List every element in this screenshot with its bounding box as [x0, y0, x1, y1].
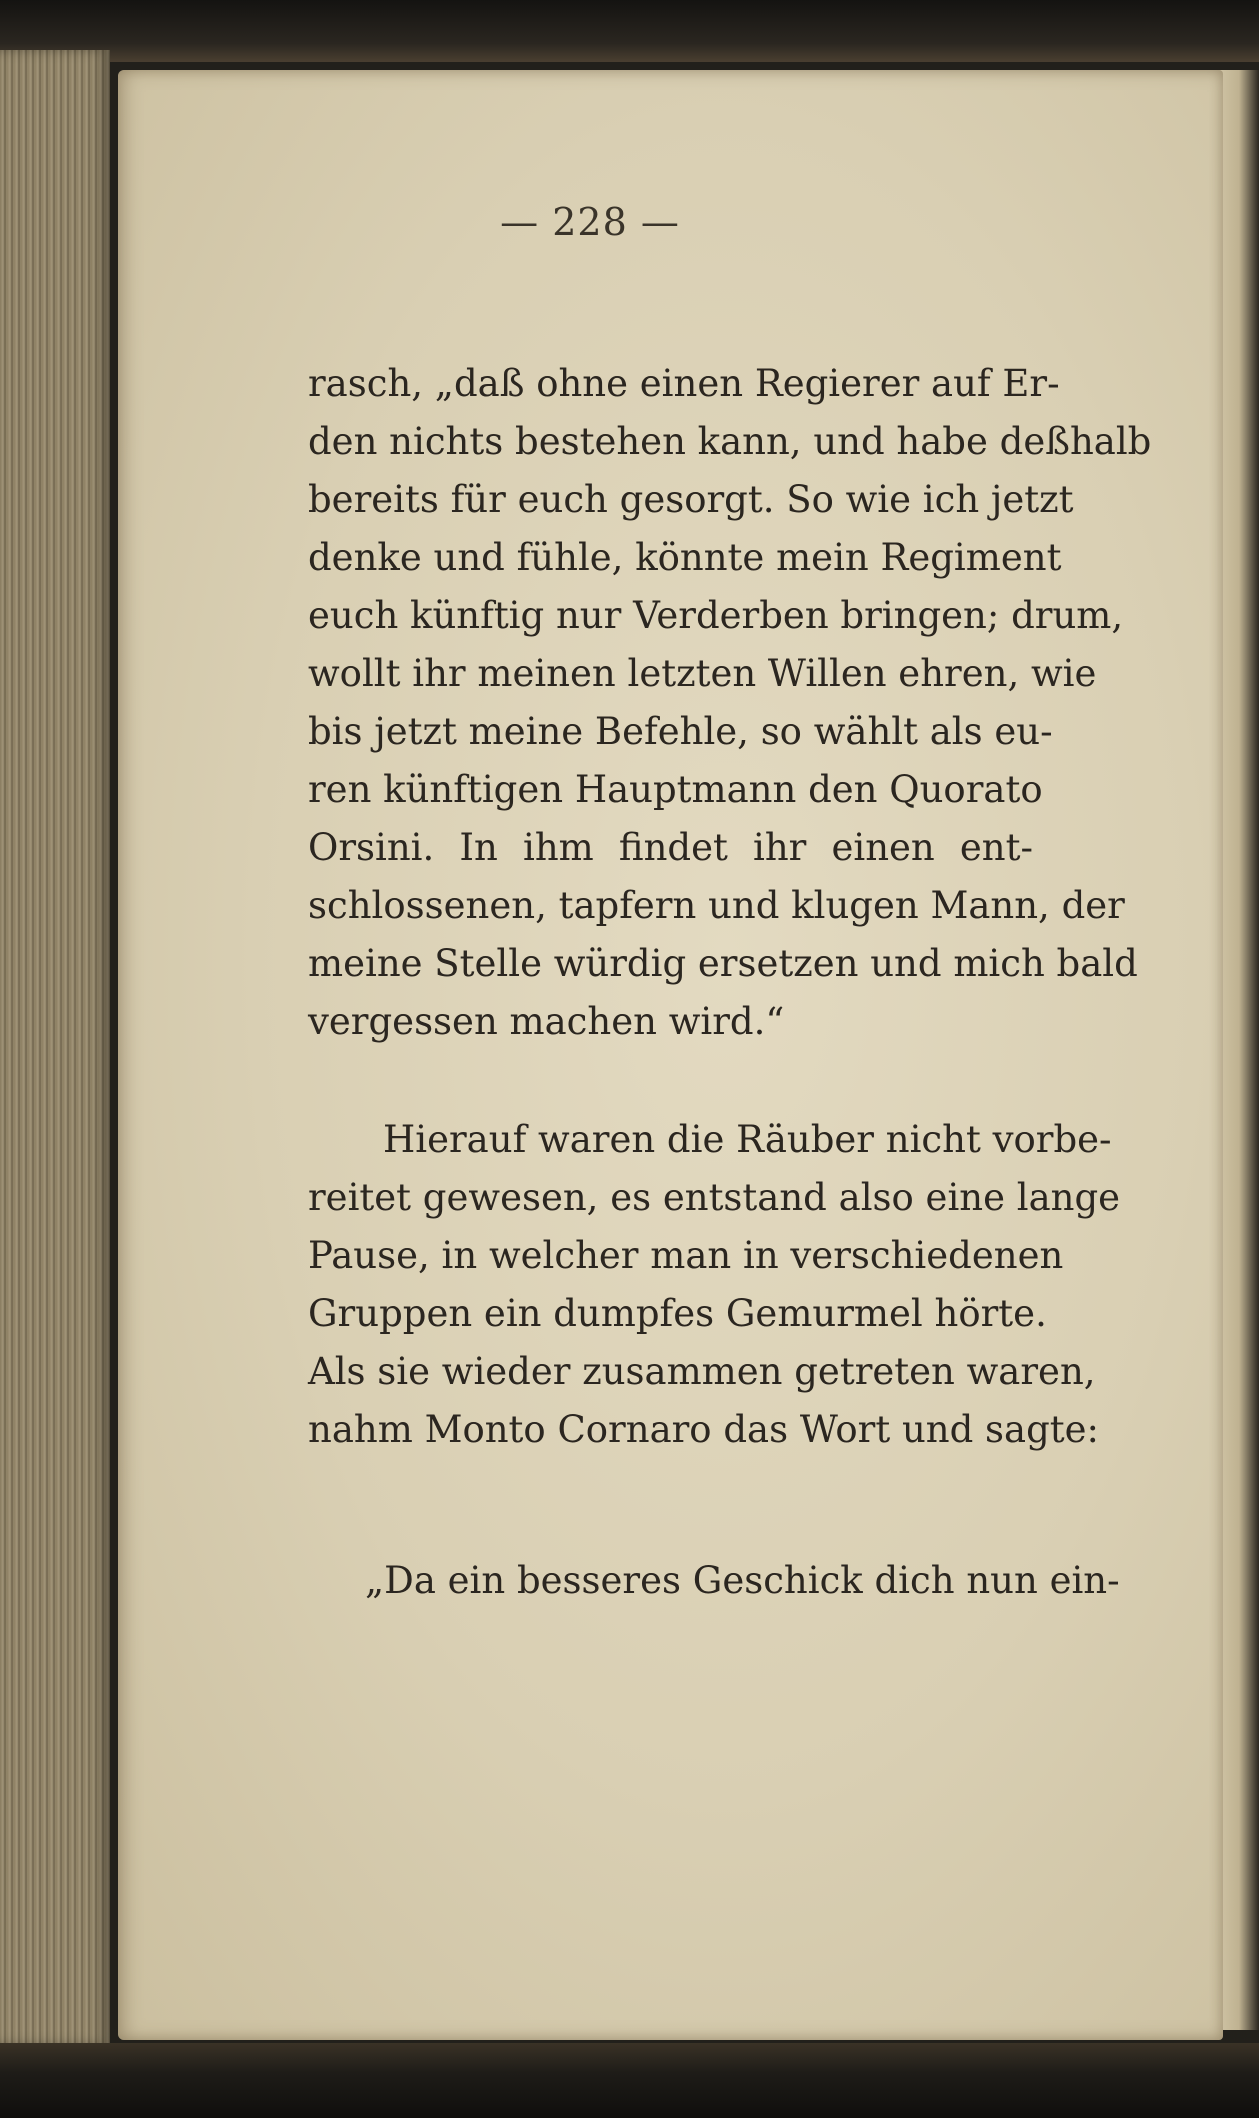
text-line: wollt ihr meinen letzten Willen ehren, wie [308, 652, 1097, 695]
text-line: schlossenen, tapfern und klugen Mann, der [308, 884, 1125, 927]
right-page-edge [1219, 70, 1259, 2030]
text-line: euch künftig nur Verderben bringen; drum, [308, 594, 1124, 637]
text-line: Gruppen ein dumpfes Gemurmel hörte. [308, 1292, 1047, 1335]
text-line: nahm Monto Cornaro das Wort und sagte: [308, 1408, 1100, 1451]
text-line: Hierauf waren die Räuber nicht vorbe- [383, 1118, 1112, 1161]
page-stack-edges [0, 50, 110, 2045]
book-top-edge [0, 0, 1259, 62]
text-line: rasch, „daß ohne einen Regierer auf Er- [308, 362, 1060, 405]
book-bottom-edge [0, 2043, 1259, 2118]
text-line: reitet gewesen, es entstand also eine lange [308, 1176, 1121, 1219]
page-number: — 228 — [500, 200, 680, 244]
text-line: meine Stelle würdig ersetzen und mich bald [308, 942, 1138, 985]
text-line: „Da ein besseres Geschick dich nun ein- [365, 1559, 1120, 1602]
text-line: den nichts bestehen kann, und habe deßhalb [308, 420, 1152, 463]
text-line: denke und fühle, könnte mein Regiment [308, 536, 1062, 579]
body-text [308, 355, 1152, 1459]
paragraph-gap [308, 1051, 1033, 1111]
text-line: Pause, in welcher man in verschiedenen [308, 1234, 1064, 1277]
text-line: Orsini. In ihm findet ihr einen ent- [308, 826, 1033, 869]
text-line: vergessen machen wird.“ [308, 1000, 785, 1043]
text-line: Als sie wieder zusammen getreten waren, [308, 1350, 1096, 1393]
text-line: bis jetzt meine Befehle, so wählt als eu- [308, 710, 1053, 753]
text-line: ren künftigen Hauptmann den Quorato [308, 768, 1043, 811]
text-line: bereits für euch gesorgt. So wie ich jetzt [308, 478, 1074, 521]
